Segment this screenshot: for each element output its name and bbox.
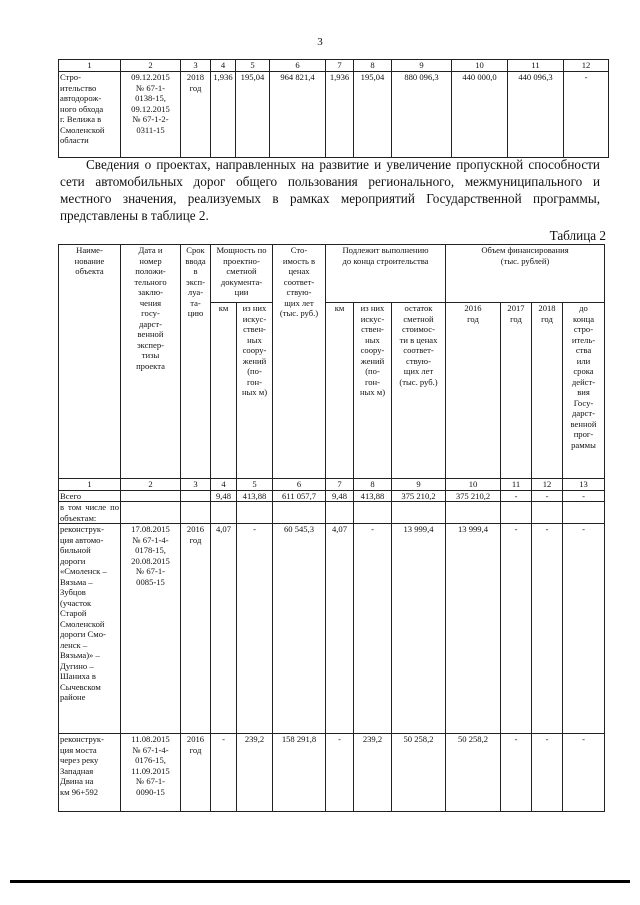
t2-r2-2018: - bbox=[532, 734, 563, 812]
t1-h12: 12 bbox=[564, 60, 609, 72]
t2-n10: 10 bbox=[446, 479, 501, 491]
t2-incl-empty-12 bbox=[532, 502, 563, 524]
t2-r1-cost: 60 545,3 bbox=[273, 524, 326, 734]
t2-n9: 9 bbox=[392, 479, 446, 491]
t1-rest-cost: 880 096,3 bbox=[392, 72, 452, 158]
t2-h-2016: 2016 год bbox=[446, 303, 501, 479]
t1-h11: 11 bbox=[508, 60, 564, 72]
t1-h5: 5 bbox=[236, 60, 270, 72]
t2-n7: 7 bbox=[326, 479, 354, 491]
t2-r2-expertise: 11.08.2015 № 67-1-4- 0176-15, 11.09.2015 № 67-1- 0090-15 bbox=[121, 734, 181, 812]
t2-h-name: Наиме- нование объекта bbox=[59, 245, 121, 479]
t2-h-2017: 2017 год bbox=[501, 303, 532, 479]
t2-object-row bbox=[59, 734, 605, 812]
t2-h-km: км bbox=[211, 303, 237, 479]
t2-header-row-1 bbox=[59, 245, 605, 303]
t1-km: 1,936 bbox=[211, 72, 236, 158]
table-1-row bbox=[59, 72, 609, 158]
t2-total-cost: 611 057,7 bbox=[273, 490, 326, 502]
t2-total-row bbox=[59, 490, 605, 502]
t1-h9: 9 bbox=[392, 60, 452, 72]
t2-incl-empty-7 bbox=[326, 502, 354, 524]
t2-r2-km-remain: - bbox=[326, 734, 354, 812]
t2-n11: 11 bbox=[501, 479, 532, 491]
t2-r2-2017: - bbox=[501, 734, 532, 812]
t2-incl-empty-10 bbox=[446, 502, 501, 524]
t2-r2-km: - bbox=[211, 734, 237, 812]
t2-h-2018: 2018 год bbox=[532, 303, 563, 479]
t2-n4: 4 bbox=[211, 479, 237, 491]
t2-r2-name: реконструк- ция моста через реку Западная Двина на км 96+592 bbox=[59, 734, 121, 812]
t2-including-label: в том числе по объектам: bbox=[60, 502, 119, 523]
t2-total-km-remain: 9,48 bbox=[326, 490, 354, 502]
t2-r2-structures-remain: 239,2 bbox=[354, 734, 392, 812]
t2-incl-empty-11 bbox=[501, 502, 532, 524]
t2-total-label: Всего bbox=[59, 490, 121, 502]
t2-r1-rest: 13 999,4 bbox=[392, 524, 446, 734]
t2-r1-structures-remain: - bbox=[354, 524, 392, 734]
table-1-continuation bbox=[58, 59, 609, 158]
t2-r1-2016: 13 999,4 bbox=[446, 524, 501, 734]
t2-n6: 6 bbox=[273, 479, 326, 491]
t2-total-structures: 413,88 bbox=[237, 490, 273, 502]
t1-h10: 10 bbox=[452, 60, 508, 72]
t1-h8: 8 bbox=[354, 60, 392, 72]
t2-total-c3 bbox=[181, 490, 211, 502]
t1-fin-10: 440 000,0 bbox=[452, 72, 508, 158]
t2-incl-empty-5 bbox=[237, 502, 273, 524]
t2-including-row bbox=[59, 502, 605, 524]
t2-n1: 1 bbox=[59, 479, 121, 491]
t2-n8: 8 bbox=[354, 479, 392, 491]
t2-r1-km: 4,07 bbox=[211, 524, 237, 734]
t2-h-until-end: до конца стро- итель- ства или срока дейст- вия Госу- дарст- венной прог- раммы bbox=[563, 303, 605, 479]
t1-term: 2018 год bbox=[181, 72, 211, 158]
t1-object-name: Стро- ительство автодорож- ного обхода г. Велижа в Смоленской области bbox=[59, 72, 121, 158]
t2-r1-name: реконструк- ция автомо- бильной дороги «Смоленск – Вязьма – Зубцов (участок Старой Смоленской дороги Смо- ленск – Вязьма)» – Дугино – Шаниха в Сычевском районе bbox=[59, 524, 121, 734]
t1-h7: 7 bbox=[326, 60, 354, 72]
t2-r2-rest: 50 258,2 bbox=[392, 734, 446, 812]
t2-total-structures-remain: 413,88 bbox=[354, 490, 392, 502]
scan-bottom-edge bbox=[10, 880, 630, 883]
t2-n5: 5 bbox=[237, 479, 273, 491]
t1-fin-11: 440 096,3 bbox=[508, 72, 564, 158]
t2-incl-empty-9 bbox=[392, 502, 446, 524]
t2-h-rest-cost: остаток сметной стоимос- ти в ценах соответ- ствую- щих лет (тыс. руб.) bbox=[392, 303, 446, 479]
t1-structures-remain: 195,04 bbox=[354, 72, 392, 158]
t2-r1-2018: - bbox=[532, 524, 563, 734]
t2-h-remain: Подлежит выполнению до конца строительства bbox=[326, 245, 446, 303]
t1-structures: 195,04 bbox=[236, 72, 270, 158]
t2-r1-term: 2016 год bbox=[181, 524, 211, 734]
t2-incl-empty-3 bbox=[181, 502, 211, 524]
t2-h-structures-remain: из них искус- ствен- ных соору- жений (по- гон- ных м) bbox=[354, 303, 392, 479]
page-number: 3 bbox=[317, 36, 323, 48]
t2-h-cost: Сто- имость в ценах соответ- ствую- щих лет (тыс. руб.) bbox=[273, 245, 326, 479]
t2-incl-empty-6 bbox=[273, 502, 326, 524]
t1-expertise: 09.12.2015 № 67-1- 0138-15, 09.12.2015 № 67-1-2- 0311-15 bbox=[121, 72, 181, 158]
t2-r1-end: - bbox=[563, 524, 605, 734]
t2-total-c2 bbox=[121, 490, 181, 502]
table-1-header-row bbox=[59, 60, 609, 72]
t2-object-row bbox=[59, 524, 605, 734]
t1-km-remain: 1,936 bbox=[326, 72, 354, 158]
t2-r1-structures: - bbox=[237, 524, 273, 734]
t2-n2: 2 bbox=[121, 479, 181, 491]
table-2 bbox=[58, 244, 605, 812]
t1-h4: 4 bbox=[211, 60, 236, 72]
t2-r2-cost: 158 291,8 bbox=[273, 734, 326, 812]
t1-fin-12: - bbox=[564, 72, 609, 158]
t2-h-financing: Объем финансирования (тыс. рублей) bbox=[446, 245, 605, 303]
t2-h-structures: из них искус- ствен- ных соору- жений (по- гон- ных м) bbox=[237, 303, 273, 479]
t2-n3: 3 bbox=[181, 479, 211, 491]
t2-r1-expertise: 17.08.2015 № 67-1-4- 0178-15, 20.08.2015 № 67-1- 0085-15 bbox=[121, 524, 181, 734]
t1-h2: 2 bbox=[121, 60, 181, 72]
t2-r2-end: - bbox=[563, 734, 605, 812]
t2-total-rest: 375 210,2 bbox=[392, 490, 446, 502]
t2-incl-empty-2 bbox=[121, 502, 181, 524]
t2-total-2018: - bbox=[532, 490, 563, 502]
t2-r1-2017: - bbox=[501, 524, 532, 734]
t2-r1-km-remain: 4,07 bbox=[326, 524, 354, 734]
t2-number-row bbox=[59, 479, 605, 491]
t2-incl-empty-13 bbox=[563, 502, 605, 524]
t2-h-date: Дата и номер положи- тельного заклю- чения госу- дарст- венной экспер- тизы проекта bbox=[121, 245, 181, 479]
t2-h-power: Мощность по проектно- сметной документа- ции bbox=[211, 245, 273, 303]
t2-n12: 12 bbox=[532, 479, 563, 491]
t2-n13: 13 bbox=[563, 479, 605, 491]
t2-total-km: 9,48 bbox=[211, 490, 237, 502]
t2-total-2017: - bbox=[501, 490, 532, 502]
t1-h1: 1 bbox=[59, 60, 121, 72]
t2-incl-empty-4 bbox=[211, 502, 237, 524]
t2-total-end: - bbox=[563, 490, 605, 502]
t1-cost: 964 821,4 bbox=[270, 72, 326, 158]
t1-h6: 6 bbox=[270, 60, 326, 72]
t2-r2-structures: 239,2 bbox=[237, 734, 273, 812]
paragraph: Сведения о проектах, направленных на развитие и увеличение пропускной способности сети автомобильных дорог общего пользования регионального, межмуниципального и местного значения, реализуемых в рамках мероприятий Государственной программы, представлены в таблице 2. bbox=[60, 157, 600, 223]
table-caption: Таблица 2 bbox=[549, 228, 606, 243]
t2-h-km-remain: км bbox=[326, 303, 354, 479]
t2-h-term: Срок ввода в эксп- луа- та- цию bbox=[181, 245, 211, 479]
t2-incl-empty-8 bbox=[354, 502, 392, 524]
t2-total-2016: 375 210,2 bbox=[446, 490, 501, 502]
t2-r2-2016: 50 258,2 bbox=[446, 734, 501, 812]
t2-r2-term: 2016 год bbox=[181, 734, 211, 812]
t1-h3: 3 bbox=[181, 60, 211, 72]
